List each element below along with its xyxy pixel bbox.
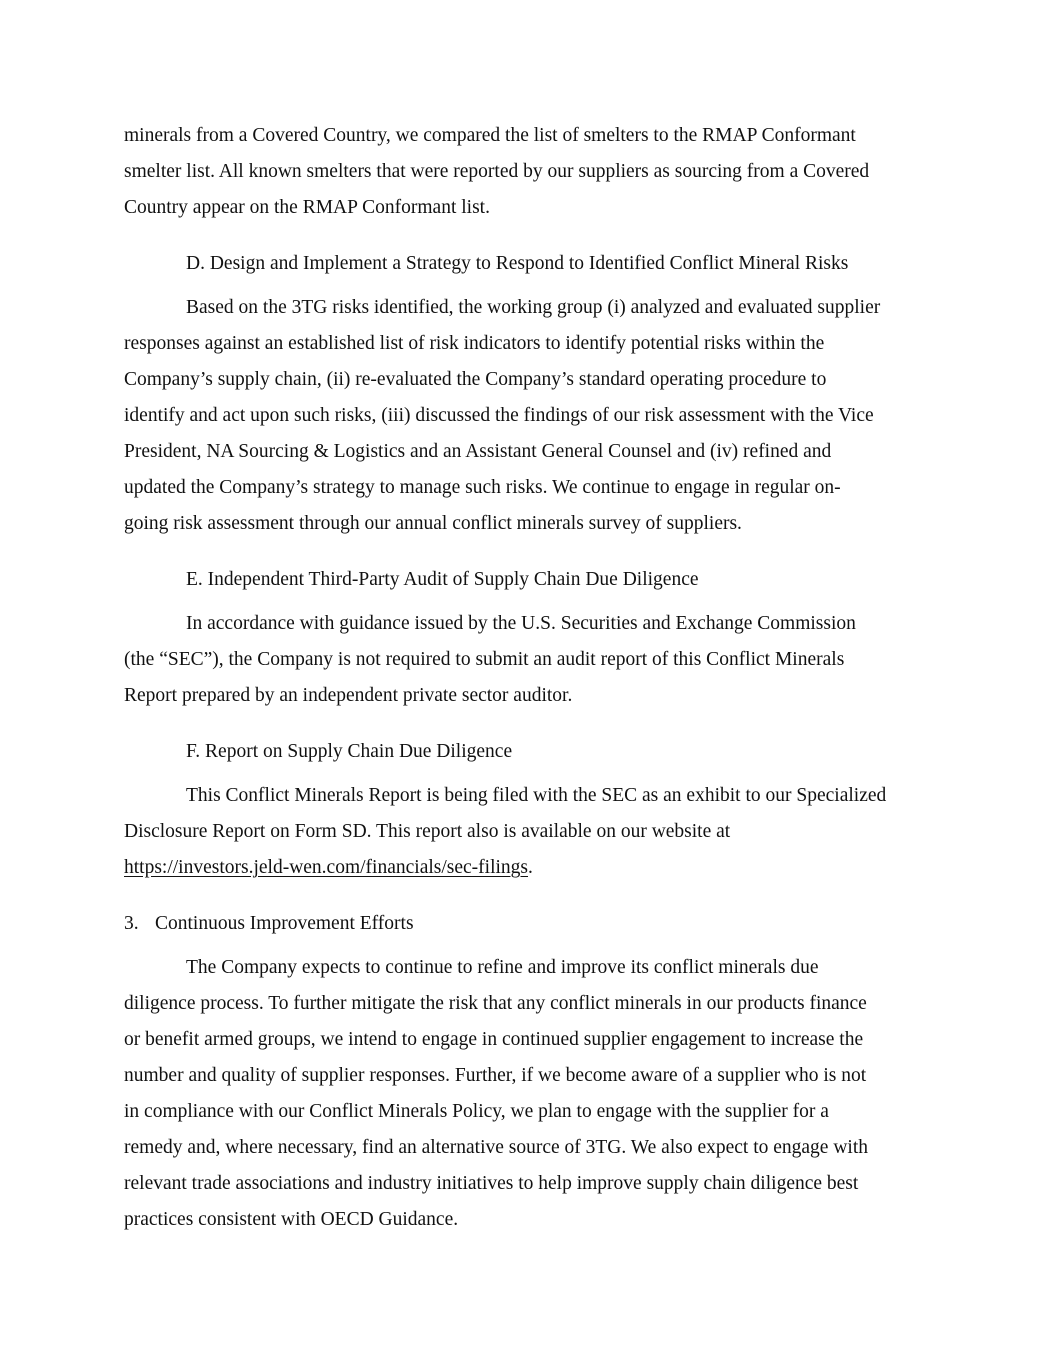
section-f-paragraph (124, 778, 934, 886)
section-f-end: . (528, 857, 533, 878)
section-3-title: Continuous Improvement Efforts (155, 913, 414, 934)
section-3-paragraph: The Company expects to continue to refine and improve its conflict minerals due diligence process. To further mitigate the risk that any conflict minerals in our products finance or benefit armed groups, we intend to engage in continued supplier engagement to increase the number and quality of supplier responses. Further, if we become aware of a supplier who is not in compliance with our Conflict Minerals Policy, we plan to engage with the supplier for a remedy and, where necessary, find an alternative source of 3TG. We also expect to engage with relevant trade associations and industry initiatives to help improve supply chain diligence best practices consistent with OECD Guidance. (124, 957, 869, 1230)
section-3-number: 3. (124, 913, 139, 934)
section-3-heading (124, 906, 934, 942)
section-d-paragraph: Based on the 3TG risks identified, the working group (i) analyzed and evaluated supplier responses against an established list of risk indicators to identify potential risks within the Company’s supply chain, (ii) re-evaluated the Company’s standard operating procedure to identify and act upon such risks, (iii) discussed the findings of our risk assessment with the Vice President, NA Sourcing & Logistics and an Assistant General Counsel and (iv) refined and updated the Company’s strategy to manage such risks. We continue to engage in regular on- going risk assessment through our annual conflict minerals survey of suppliers. (124, 297, 881, 534)
intro-paragraph: minerals from a Covered Country, we compared the list of smelters to the RMAP Conformant smelter list. All known smelters that were reported by our suppliers as sourcing from a Covered Country appear on the RMAP Conformant list. (124, 125, 870, 218)
section-e-paragraph: In accordance with guidance issued by the U.S. Securities and Exchange Commission (the “SEC”), the Company is not required to submit an audit report of this Conflict Minerals Report prepared by an independent private sector auditor. (124, 613, 856, 706)
document-page (124, 118, 934, 1238)
section-f-text: This Conflict Minerals Report is being filed with the SEC as an exhibit to our Specialized Disclosure Report on Form SD. This report also is available on our website at (124, 785, 887, 842)
section-f-heading: F. Report on Supply Chain Due Diligence (186, 741, 513, 762)
section-d-heading: D. Design and Implement a Strategy to Respond to Identified Conflict Mineral Risks (186, 253, 849, 274)
sec-filings-link[interactable]: https://investors.jeld-wen.com/financials/sec-filings (124, 857, 528, 878)
section-e-heading: E. Independent Third-Party Audit of Supply Chain Due Diligence (186, 569, 699, 590)
